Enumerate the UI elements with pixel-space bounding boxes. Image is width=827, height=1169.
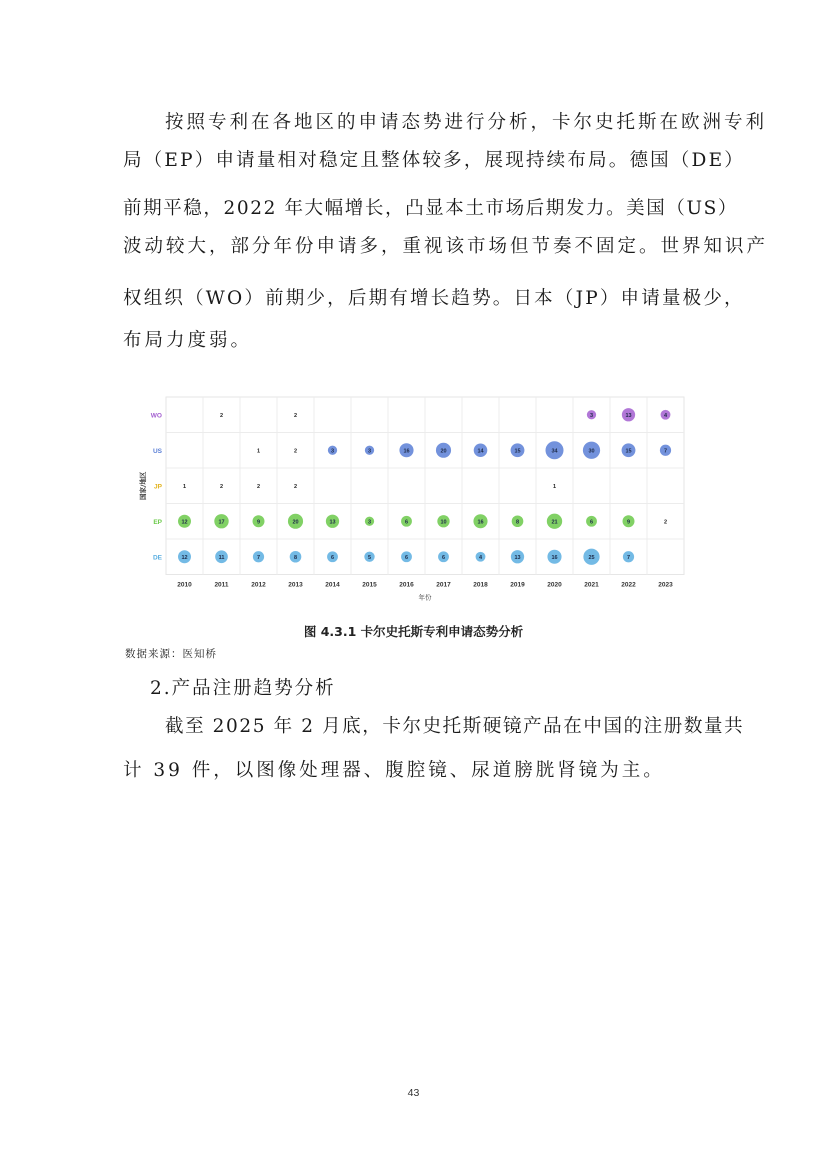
- data-label: 17: [218, 519, 225, 526]
- figure-source: 数据来源：医知桥: [125, 648, 217, 660]
- data-label: 3: [330, 448, 335, 455]
- x-tick-label: 2022: [621, 581, 636, 589]
- data-label: 25: [588, 554, 595, 561]
- data-label: 4: [478, 554, 483, 561]
- intro-line-3: 前期平稳，2022 年大幅增长，凸显本土市场后期发力。美国（US）: [123, 198, 739, 219]
- data-label: 13: [625, 412, 632, 419]
- intro-line-1: 按照专利在各地区的申请态势进行分析，卡尔史托斯在欧洲专利: [165, 112, 768, 133]
- section-heading: 2.产品注册趋势分析: [150, 678, 336, 699]
- x-tick-label: 2017: [436, 581, 451, 589]
- x-tick-label: 2012: [251, 581, 266, 589]
- page-number: 43: [407, 1087, 420, 1099]
- x-tick-label: 2015: [362, 581, 377, 589]
- data-label: 6: [404, 519, 409, 526]
- data-label: 6: [441, 554, 446, 561]
- x-tick-label: 2013: [288, 581, 303, 589]
- data-label: 16: [403, 448, 410, 455]
- data-label: 7: [626, 554, 631, 561]
- data-label: 2: [293, 448, 298, 455]
- x-tick-label: 2021: [584, 581, 599, 589]
- data-label: 1: [552, 483, 557, 490]
- data-label: 6: [589, 519, 594, 526]
- data-label: 4: [663, 412, 668, 419]
- data-label: 1: [182, 483, 187, 490]
- data-label: 2: [256, 483, 261, 490]
- data-label: 12: [181, 554, 188, 561]
- y-tick-label: EP: [153, 518, 162, 526]
- y-tick-label: JP: [154, 483, 162, 491]
- data-label: 8: [515, 519, 520, 526]
- data-label: 3: [367, 519, 372, 526]
- data-label: 20: [292, 519, 299, 526]
- patent-trend-chart: [136, 392, 696, 602]
- data-label: 10: [440, 519, 447, 526]
- registration-paragraph: [123, 712, 745, 792]
- data-label: 3: [367, 448, 372, 455]
- data-label: 15: [625, 448, 632, 455]
- x-tick-label: 2014: [325, 581, 340, 589]
- y-tick-label: WO: [150, 412, 162, 420]
- data-label: 20: [440, 448, 447, 455]
- data-label: 12: [181, 519, 188, 526]
- x-tick-label: 2018: [473, 581, 488, 589]
- data-label: 2: [663, 519, 668, 526]
- data-label: 9: [626, 519, 631, 526]
- x-tick-label: 2020: [547, 581, 562, 589]
- intro-line-5: 权组织（WO）前期少，后期有增长趋势。日本（JP）申请量极少，: [123, 288, 745, 309]
- data-label: 15: [514, 448, 521, 455]
- x-tick-label: 2023: [658, 581, 673, 589]
- data-label: 2: [293, 483, 298, 490]
- intro-line-6: 布局力度弱。: [123, 330, 253, 351]
- data-label: 3: [589, 412, 594, 419]
- data-label: 13: [329, 519, 336, 526]
- data-label: 34: [551, 448, 558, 455]
- intro-line-2: 局（EP）申请量相对稳定且整体较多，展现持续布局。德国（DE）: [123, 150, 745, 171]
- figure-caption: 图 4.3.1 卡尔史托斯专利申请态势分析: [303, 624, 524, 639]
- data-label: 11: [218, 554, 225, 561]
- data-label: 2: [219, 483, 224, 490]
- data-label: 21: [551, 519, 558, 526]
- data-label: 30: [588, 448, 595, 455]
- data-label: 9: [256, 519, 261, 526]
- x-tick-label: 2016: [399, 581, 414, 589]
- data-label: 1: [256, 448, 261, 455]
- registration-line-1: 截至 2025 年 2 月底，卡尔史托斯硬镜产品在中国的注册数量共: [165, 716, 745, 737]
- y-tick-label: US: [152, 447, 162, 455]
- data-label: 7: [663, 448, 668, 455]
- x-tick-label: 2019: [510, 581, 525, 589]
- data-label: 2: [219, 412, 224, 419]
- registration-line-2: 计 39 件，以图像处理器、腹腔镜、尿道膀胱肾镜为主。: [123, 760, 665, 781]
- intro-line-4: 波动较大，部分年份申请多，重视该市场但节奏不固定。世界知识产: [123, 236, 769, 257]
- data-label: 6: [404, 554, 409, 561]
- data-label: 16: [477, 519, 484, 526]
- data-label: 14: [477, 448, 484, 455]
- intro-paragraph: [123, 108, 769, 358]
- data-label: 13: [514, 554, 521, 561]
- x-axis-label: 年份: [418, 593, 432, 602]
- x-tick-label: 2010: [177, 581, 192, 589]
- data-label: 5: [367, 554, 372, 561]
- data-label: 8: [293, 554, 298, 561]
- data-label: 6: [330, 554, 335, 561]
- data-label: 7: [256, 554, 261, 561]
- data-label: 2: [293, 412, 298, 419]
- x-tick-label: 2011: [214, 581, 229, 589]
- data-label: 16: [551, 554, 558, 561]
- y-axis-label: 国家/地区: [139, 471, 147, 500]
- y-tick-label: DE: [152, 554, 162, 562]
